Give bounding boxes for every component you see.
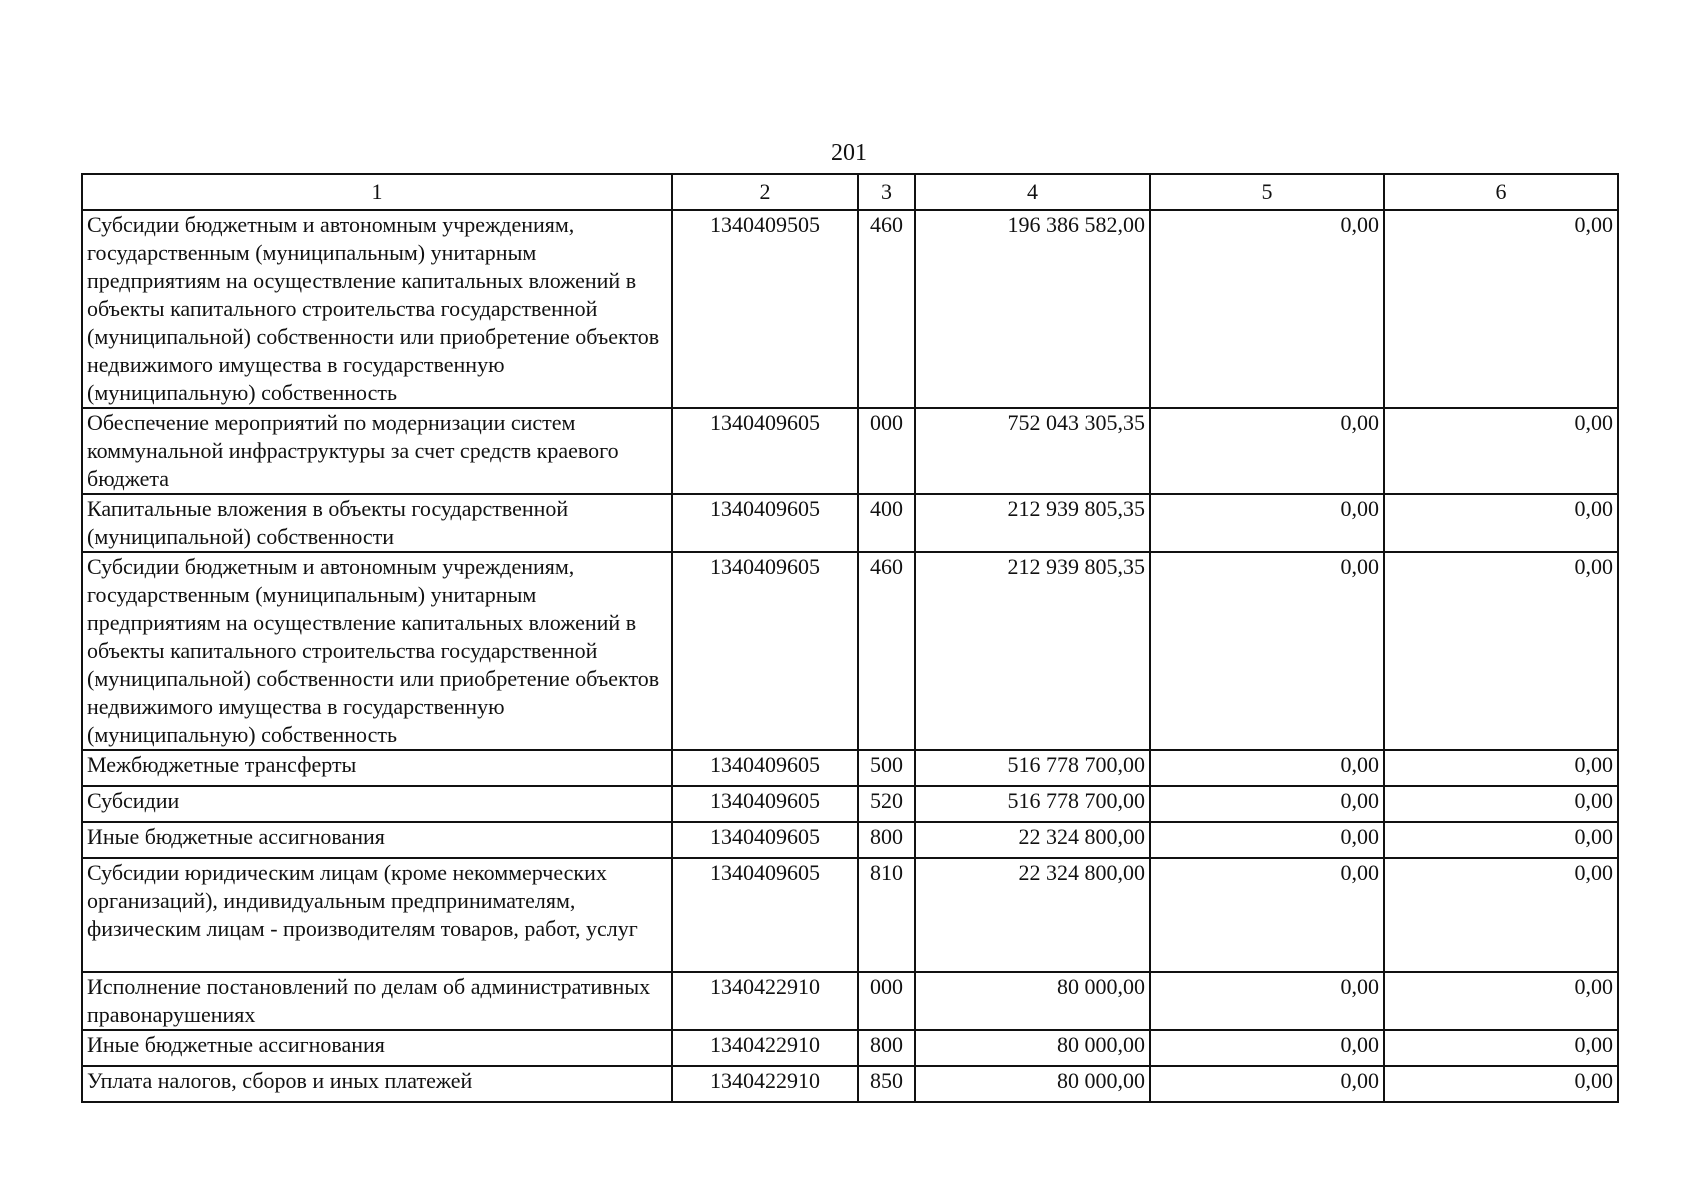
row-value-6: 0,00 [1384,210,1618,408]
row-value-4: 516 778 700,00 [915,750,1150,786]
table-row [82,494,1618,552]
row-value-5: 0,00 [1150,972,1384,1030]
row-expense-type: 400 [858,494,915,552]
table-row [82,786,1618,822]
table-row [82,1066,1618,1102]
table-row [82,858,1618,972]
row-name: Межбюджетные трансферты [82,750,672,786]
row-expense-type: 850 [858,1066,915,1102]
row-value-4: 80 000,00 [915,1030,1150,1066]
row-value-4: 196 386 582,00 [915,210,1150,408]
row-expense-type: 500 [858,750,915,786]
table-row [82,972,1618,1030]
row-value-5: 0,00 [1150,750,1384,786]
row-target-code: 1340409605 [672,552,858,750]
row-target-code: 1340409605 [672,786,858,822]
row-value-6: 0,00 [1384,822,1618,858]
row-target-code: 1340409605 [672,858,858,972]
column-number-row [82,174,1618,210]
table-row [82,552,1618,750]
row-value-4: 516 778 700,00 [915,786,1150,822]
table-row [82,750,1618,786]
row-name: Обеспечение мероприятий по модернизации систем коммунальной инфраструктуры за счет средств краевого бюджета [82,408,672,494]
page-number: 201 [831,140,867,166]
row-name: Иные бюджетные ассигнования [82,1030,672,1066]
table-row [82,822,1618,858]
row-value-5: 0,00 [1150,408,1384,494]
row-expense-type: 460 [858,552,915,750]
row-value-6: 0,00 [1384,972,1618,1030]
row-name: Исполнение постановлений по делам об административных правонарушениях [82,972,672,1030]
table-row [82,210,1618,408]
row-expense-type: 000 [858,972,915,1030]
row-expense-type: 520 [858,786,915,822]
row-name: Субсидии бюджетным и автономным учреждениям, государственным (муниципальным) унитарным предприятиям на осуществление капитальных вложений в объекты капитального строительства государственной (муниципальной) собственности или приобретение объектов недвижимого имущества в государственную (муниципальную) собственность [82,552,672,750]
row-value-5: 0,00 [1150,1066,1384,1102]
column-header-4: 4 [915,174,1150,210]
row-value-4: 80 000,00 [915,972,1150,1030]
row-target-code: 1340409605 [672,494,858,552]
row-value-5: 0,00 [1150,822,1384,858]
column-header-1: 1 [82,174,672,210]
row-name: Субсидии бюджетным и автономным учреждениям, государственным (муниципальным) унитарным предприятиям на осуществление капитальных вложений в объекты капитального строительства государственной (муниципальной) собственности или приобретение объектов недвижимого имущества в государственную (муниципальную) собственность [82,210,672,408]
row-value-6: 0,00 [1384,494,1618,552]
row-value-5: 0,00 [1150,494,1384,552]
row-name: Иные бюджетные ассигнования [82,822,672,858]
row-value-6: 0,00 [1384,786,1618,822]
row-expense-type: 800 [858,1030,915,1066]
row-expense-type: 800 [858,822,915,858]
row-name: Субсидии [82,786,672,822]
row-target-code: 1340409505 [672,210,858,408]
row-value-5: 0,00 [1150,786,1384,822]
column-header-2: 2 [672,174,858,210]
row-value-6: 0,00 [1384,1030,1618,1066]
row-value-6: 0,00 [1384,408,1618,494]
row-expense-type: 000 [858,408,915,494]
row-value-4: 212 939 805,35 [915,494,1150,552]
column-header-5: 5 [1150,174,1384,210]
row-expense-type: 460 [858,210,915,408]
row-value-4: 752 043 305,35 [915,408,1150,494]
row-target-code: 1340409605 [672,822,858,858]
row-value-5: 0,00 [1150,1030,1384,1066]
row-value-6: 0,00 [1384,858,1618,972]
row-target-code: 1340422910 [672,1066,858,1102]
table-row [82,1030,1618,1066]
row-value-6: 0,00 [1384,750,1618,786]
row-target-code: 1340422910 [672,972,858,1030]
row-name: Капитальные вложения в объекты государственной (муниципальной) собственности [82,494,672,552]
row-name: Субсидии юридическим лицам (кроме некоммерческих организаций), индивидуальным предпринимателям, физическим лицам - производителям товаров, работ, услуг [82,858,672,972]
row-value-5: 0,00 [1150,552,1384,750]
row-target-code: 1340409605 [672,750,858,786]
row-value-6: 0,00 [1384,1066,1618,1102]
column-header-3: 3 [858,174,915,210]
budget-table [81,173,1619,1103]
row-value-4: 212 939 805,35 [915,552,1150,750]
table-row [82,408,1618,494]
row-value-4: 22 324 800,00 [915,858,1150,972]
row-target-code: 1340422910 [672,1030,858,1066]
row-value-5: 0,00 [1150,210,1384,408]
row-name: Уплата налогов, сборов и иных платежей [82,1066,672,1102]
row-expense-type: 810 [858,858,915,972]
row-value-4: 80 000,00 [915,1066,1150,1102]
row-target-code: 1340409605 [672,408,858,494]
row-value-5: 0,00 [1150,858,1384,972]
column-header-6: 6 [1384,174,1618,210]
row-value-6: 0,00 [1384,552,1618,750]
row-value-4: 22 324 800,00 [915,822,1150,858]
